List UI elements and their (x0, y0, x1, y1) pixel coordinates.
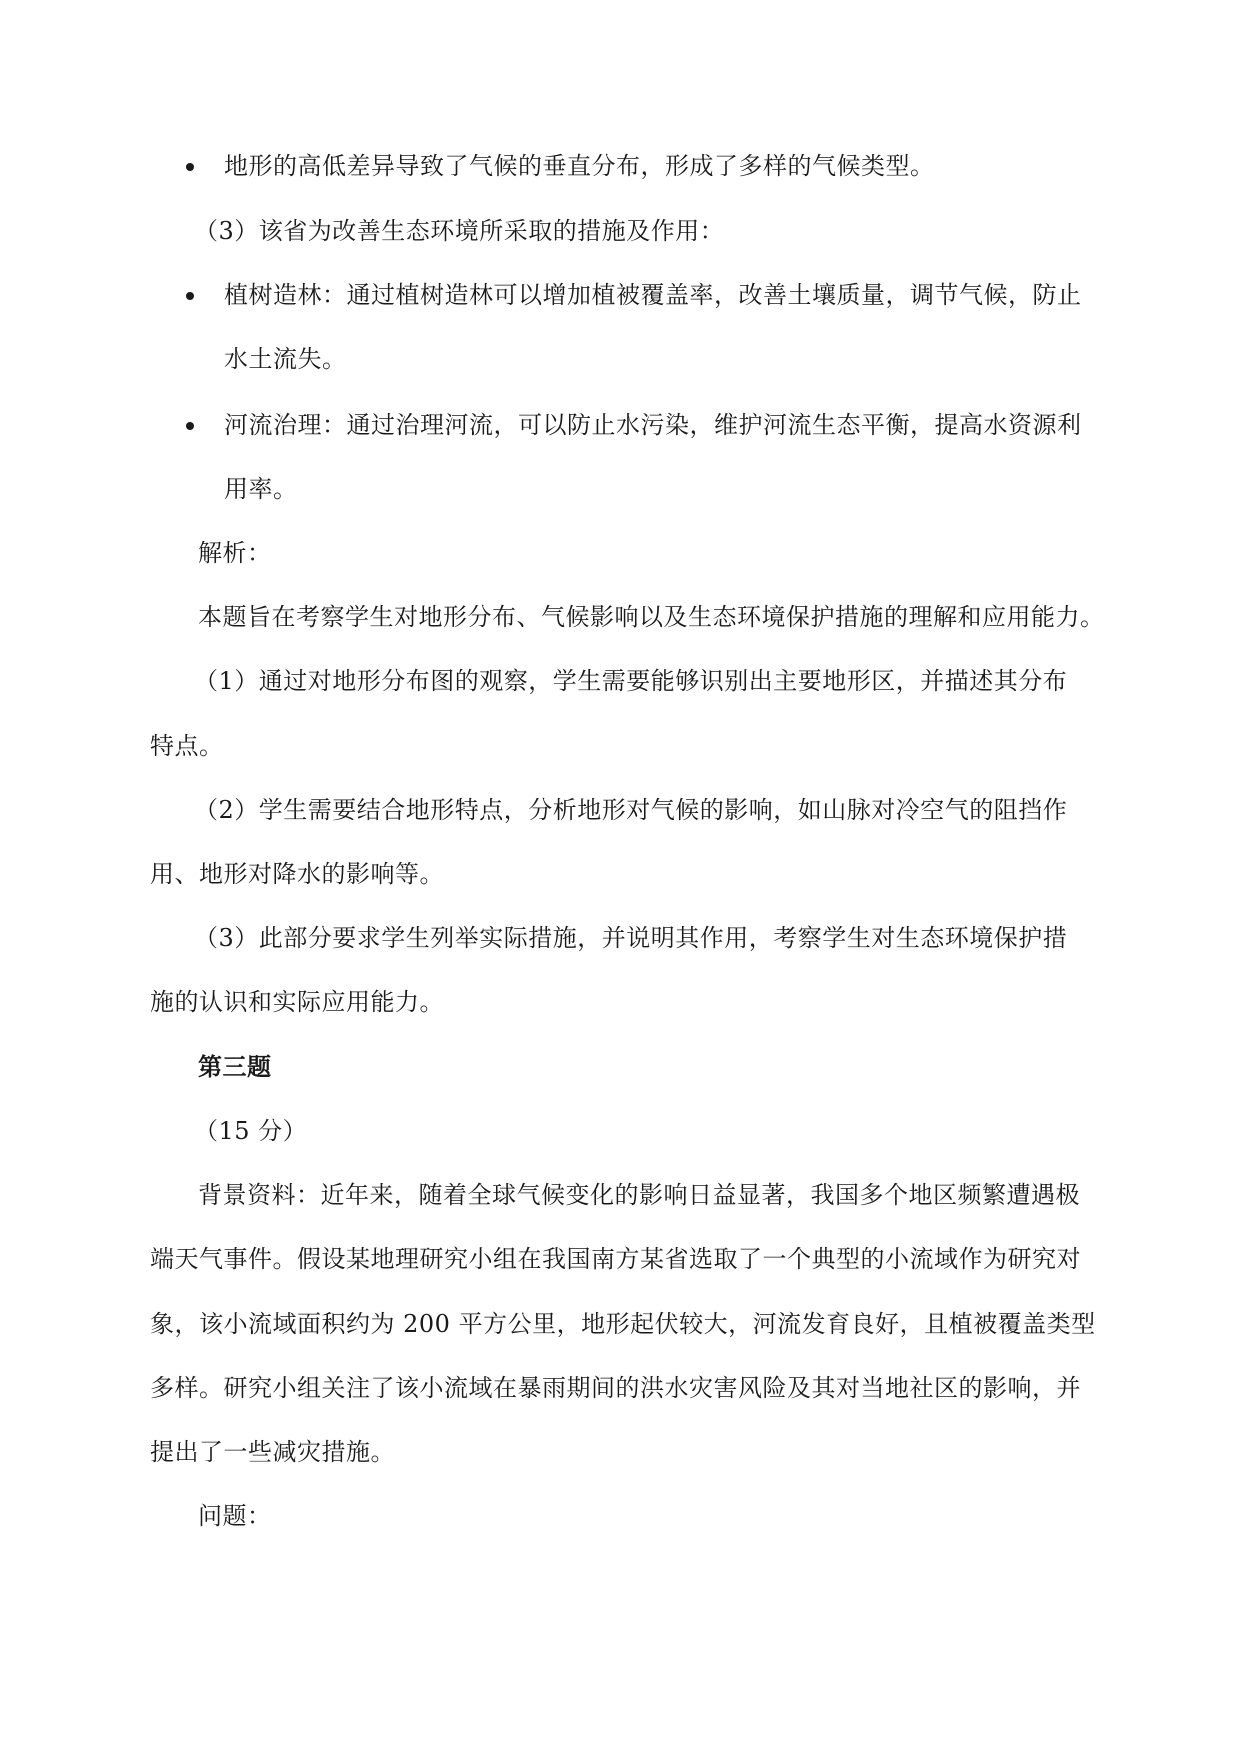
analysis-point-3-line-2: 施的认识和实际应用能力。 (150, 988, 444, 1016)
bullet-dot-2 (186, 292, 194, 300)
measure-1-line-2: 水土流失。 (224, 345, 347, 373)
bullet-text-1: 地形的高低差异导致了气候的垂直分布，形成了多样的气候类型。 (224, 152, 935, 180)
bullet-dot-1 (186, 163, 194, 171)
question-3-title: 第三题 (198, 1052, 272, 1081)
analysis-label: 解析： (198, 539, 272, 567)
background-line-4: 多样。研究小组关注了该小流域在暴雨期间的洪水灾害风险及其对当地社区的影响，并 (150, 1374, 1081, 1402)
analysis-point-2-line-2: 用、地形对降水的影响等。 (150, 860, 444, 888)
question-3-score: （15 分） (194, 1117, 308, 1145)
measure-2-line-2: 用率。 (224, 475, 298, 503)
analysis-point-2-line-1: （2）学生需要结合地形特点，分析地形对气候的影响，如山脉对冷空气的阻挡作 (194, 796, 1068, 824)
background-line-1: 背景资料：近年来，随着全球气候变化的影响日益显著，我国多个地区频繁遭遇极 (198, 1181, 1080, 1209)
measure-2-line-1: 河流治理：通过治理河流，可以防止水污染，维护河流生态平衡，提高水资源利 (224, 411, 1082, 439)
analysis-point-1-line-1: （1）通过对地形分布图的观察，学生需要能够识别出主要地形区，并描述其分布 (194, 667, 1068, 695)
measure-1-line-1: 植树造林：通过植树造林可以增加植被覆盖率，改善土壤质量，调节气候，防止 (224, 281, 1082, 309)
background-line-3: 象，该小流域面积约为 200 平方公里，地形起伏较大，河流发育良好，且植被覆盖类型 (150, 1310, 1096, 1338)
analysis-intro: 本题旨在考察学生对地形分布、气候影响以及生态环境保护措施的理解和应用能力。 (198, 603, 1105, 631)
bullet-dot-3 (186, 422, 194, 430)
analysis-point-3-line-1: （3）此部分要求学生列举实际措施，并说明其作用，考察学生对生态环境保护措 (194, 924, 1068, 952)
background-line-5: 提出了一些减灾措施。 (150, 1438, 395, 1466)
background-line-2: 端天气事件。假设某地理研究小组在我国南方某省选取了一个典型的小流域作为研究对 (150, 1245, 1081, 1273)
question-label: 问题： (198, 1502, 272, 1530)
analysis-point-1-line-2: 特点。 (150, 732, 224, 760)
section-heading-3: （3）该省为改善生态环境所采取的措施及作用： (194, 217, 725, 245)
